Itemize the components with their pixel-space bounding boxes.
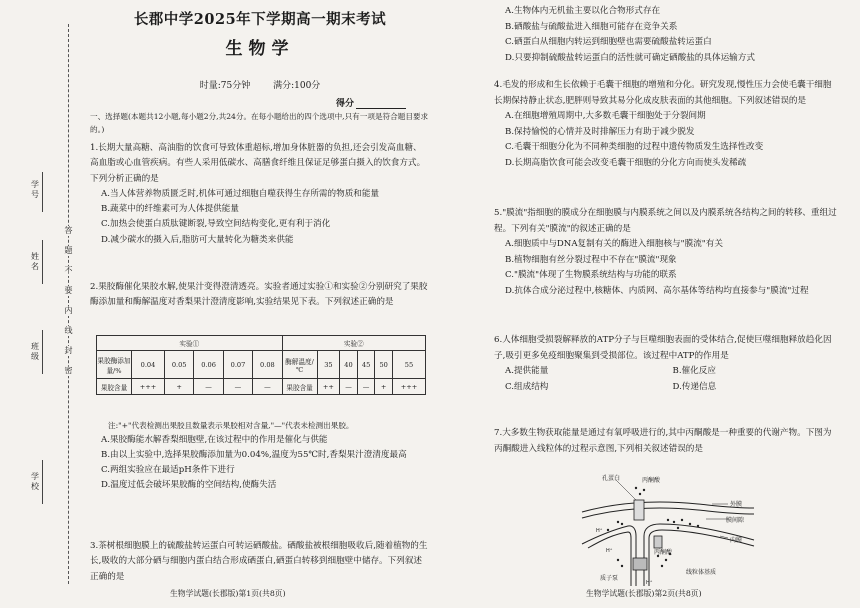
label-pyruvate-mid: 丙酮酸 xyxy=(654,549,673,556)
school-field[interactable] xyxy=(30,460,58,504)
question-7 xyxy=(494,426,840,457)
row-label: 果胶含量 xyxy=(282,379,317,395)
seal-mark: 封 xyxy=(64,346,73,355)
seal-mark: 要 xyxy=(64,286,73,295)
option-d: D.减少碳水的摄入后,脂肪可大量转化为糖类来供能 xyxy=(101,234,294,245)
student-id-field[interactable] xyxy=(30,172,58,212)
question-stem: 1.长期大量高糖、高油脂的饮食可导致体重超标,增加身体脏器的负担,还会引发高血糖、高血脂或心血管疾病。有些人采用低碳水、高膳食纤维且保证足够蛋白摄入的饮食方式。下列分析正确的是 xyxy=(90,143,426,184)
field-label: 班级 xyxy=(31,342,39,361)
table-header: 实验① xyxy=(97,336,283,351)
score-label: 得分 xyxy=(336,99,355,109)
row-label: 酶解温度/℃ xyxy=(282,351,317,379)
section-heading: 一、选择题(本题共12小题,每小题2分,共24分。在每小题给出的四个选项中,只有一项是符合题目要求的。) xyxy=(90,112,429,134)
page-footer-right: 生物学试题(长郡版)第2页(共8页) xyxy=(586,589,702,598)
table-cell: 0.04 xyxy=(132,351,165,379)
subject-title: 生物学 xyxy=(225,39,295,59)
field-label: 学号 xyxy=(31,180,39,199)
table-cell: 35 xyxy=(317,351,340,379)
label-outer-membrane: 外膜 xyxy=(730,501,743,508)
field-label: 姓名 xyxy=(31,252,39,271)
label-proton-pump: 质子泵 xyxy=(600,575,619,582)
label-h-plus: H⁺ xyxy=(596,528,603,534)
label-pyruvate-top: 丙酮酸 xyxy=(642,477,661,484)
question-stem: 7.大多数生物获取能量是通过有氧呼吸进行的,其中丙酮酸是一种重要的代谢产物。下图为丙酮酸进入线粒体的过程示意图,下列相关叙述错误的是 xyxy=(494,428,832,454)
proton-pump xyxy=(633,558,647,570)
row-label: 果胶酶添加量/% xyxy=(97,351,132,379)
table-cell: 0.08 xyxy=(253,351,282,379)
option-a: A.当人体营养物质匮乏时,机体可通过细胞自噬获得生存所需的物质和能量 xyxy=(101,188,380,199)
seal-mark: 不 xyxy=(64,266,73,275)
option-d: D.抗体合成分泌过程中,核糖体、内质网、高尔基体等结构均直接参与"膜流"过程 xyxy=(505,285,809,296)
option-b: B.由以上实验中,选择果胶酶添加量为0.04%,温度为55℃时,香梨果汁澄清度最高 xyxy=(101,449,407,460)
table-cell: — xyxy=(340,379,358,395)
label-inner-membrane: 内膜 xyxy=(730,537,743,544)
pyruvate-transporter xyxy=(654,536,662,548)
option-c: C.毛囊干细胞分化为不同种类细胞的过程中遗传物质发生选择性改变 xyxy=(505,142,764,152)
left-column xyxy=(90,0,430,608)
option-b: B.保持愉悦的心情并及时排解压力有助于减少脱发 xyxy=(505,126,695,137)
question-2-options xyxy=(90,419,430,494)
row-label: 果胶含量 xyxy=(97,379,132,395)
table-cell: 50 xyxy=(375,351,393,379)
option-b: B.蔬菜中的纤维素可为人体提供能量 xyxy=(101,204,239,215)
question-6 xyxy=(494,333,840,395)
binding-margin xyxy=(0,0,92,608)
seal-line xyxy=(68,24,69,584)
seal-mark: 密 xyxy=(64,366,73,375)
time-limit: 时量:75分钟 xyxy=(199,81,251,91)
option-b: B.硒酸盐与硫酸盐进入细胞可能存在竞争关系 xyxy=(505,21,678,32)
option-d: D.温度过低会破坏果胶酶的空间结构,使酶失活 xyxy=(101,480,277,491)
exam-info xyxy=(90,78,430,91)
question-stem: 6.人体细胞受损裂解释放的ATP分子与巨噬细胞表面的受体结合,促使巨噬细胞释放趋化因子,吸引更多免疫细胞聚集到受损部位。该过程中ATP的作用是 xyxy=(494,335,832,361)
seal-mark: 答 xyxy=(64,226,73,235)
page-footer-left: 生物学试题(长郡版)第1页(共8页) xyxy=(170,589,286,598)
label-h-plus: H⁺ xyxy=(646,580,653,586)
option-d: D.只要抑制硫酸盐转运蛋白的活性就可确定硒酸盐的具体运输方式 xyxy=(505,52,755,63)
table-cell: + xyxy=(375,379,393,395)
pyruvate-dots xyxy=(607,487,699,567)
seal-mark: 题 xyxy=(64,246,73,255)
question-3-options xyxy=(494,4,840,66)
option-a: A.细胞质中与DNA复制有关的酶进入细胞核与"膜流"有关 xyxy=(505,239,723,249)
table-cell: — xyxy=(253,379,282,395)
question-5 xyxy=(494,206,840,299)
question-2 xyxy=(90,280,430,311)
seal-mark: 线 xyxy=(64,326,73,335)
table-cell: 0.05 xyxy=(164,351,193,379)
outer-membrane xyxy=(582,502,754,512)
full-score: 满分:100分 xyxy=(273,81,321,91)
table-cell: +++ xyxy=(392,379,425,395)
option-c: C.两组实验应在最适pH条件下进行 xyxy=(101,465,235,476)
question-3 xyxy=(90,539,430,585)
option-b: B.植物细胞有丝分裂过程中不存在"膜流"现象 xyxy=(505,254,677,265)
class-field[interactable] xyxy=(30,330,58,374)
table-cell: — xyxy=(194,379,223,395)
option-c: C."膜流"体现了生物膜系统结构与功能的联系 xyxy=(505,270,677,280)
table-cell: — xyxy=(223,379,252,395)
porin-protein xyxy=(634,500,644,520)
table-cell: 0.07 xyxy=(223,351,252,379)
question-stem: 4.毛发的形成和生长依赖于毛囊干细胞的增殖和分化。研究发现,慢性压力会使毛囊干细胞长期保持静止状态,肥胖则导致其易分化成皮肤表面的其他细胞。下列叙述错误的是 xyxy=(494,80,832,106)
score-line[interactable] xyxy=(356,98,406,109)
option-b: B.催化反应 xyxy=(672,366,716,376)
option-a: A.在细胞增殖周期中,大多数毛囊干细胞处于分裂间期 xyxy=(505,111,706,121)
name-field[interactable] xyxy=(30,240,58,284)
field-label: 学校 xyxy=(31,472,39,491)
option-a: A.生物体内无机盐主要以化合物形式存在 xyxy=(505,6,661,16)
table-cell: +++ xyxy=(132,379,165,395)
label-matrix: 线粒体基质 xyxy=(686,569,717,576)
table-note: 注:"+"代表检测出果胶且数量表示果胶相对含量,"—"代表未检测出果胶。 xyxy=(108,421,354,430)
experiment-table xyxy=(96,335,426,395)
table-cell: 40 xyxy=(340,351,358,379)
seal-mark: 内 xyxy=(64,306,73,315)
table-header: 实验② xyxy=(282,336,425,351)
question-stem: 5."膜流"指细胞的膜成分在细胞膜与内膜系统之间以及内膜系统各结构之间的转移、重组过程。下列有关"膜流"的叙述正确的是 xyxy=(494,208,837,234)
table-cell: — xyxy=(357,379,375,395)
label-h-plus: H⁺ xyxy=(606,548,613,554)
question-4 xyxy=(494,78,840,171)
question-stem: 2.果胶酶催化果胶水解,使果汁变得澄清透亮。实验者通过实验①和实验②分别研究了果胶酶添加量和酶解温度对香梨果汁澄清度影响,实验结果见下表。下列叙述正确的是 xyxy=(90,282,428,308)
option-a: A.提供能量 xyxy=(505,366,549,376)
table-cell: + xyxy=(164,379,193,395)
label-porin: 孔蛋白 xyxy=(602,475,621,482)
option-d: D.传递信息 xyxy=(672,381,717,392)
label-intermembrane-space: 膜间隙 xyxy=(726,517,745,524)
table-cell: ++ xyxy=(317,379,340,395)
table-cell: 45 xyxy=(357,351,375,379)
option-c: C.加热会使蛋白质肽键断裂,导致空间结构变化,更有利于消化 xyxy=(101,219,331,230)
option-c: C.组成结构 xyxy=(505,381,549,392)
question-stem: 3.茶树根细胞膜上的硫酸盐转运蛋白可转运硒酸盐。硒酸盐被根细胞吸收后,随着植物的生长,吸收的大部分硒与细胞内蛋白结合形成硒蛋白,硒蛋白转移到细胞壁中储存。下列叙述正确的是 xyxy=(90,541,428,582)
option-d: D.长期高脂饮食可能会改变毛囊干细胞的分化方向而使头发稀疏 xyxy=(505,157,747,168)
option-a: A.果胶酶能水解香梨细胞壁,在该过程中的作用是催化与供能 xyxy=(101,434,328,445)
table-cell: 55 xyxy=(392,351,425,379)
exam-title: 长郡中学2025年下学期高一期末考试 xyxy=(133,11,387,28)
option-c: C.硒蛋白从细胞内转运到细胞壁也需要硫酸盐转运蛋白 xyxy=(505,37,712,47)
score-box[interactable] xyxy=(336,96,406,109)
mitochondria-diagram xyxy=(578,474,758,586)
table-cell: 0.06 xyxy=(194,351,223,379)
question-1 xyxy=(90,141,430,248)
